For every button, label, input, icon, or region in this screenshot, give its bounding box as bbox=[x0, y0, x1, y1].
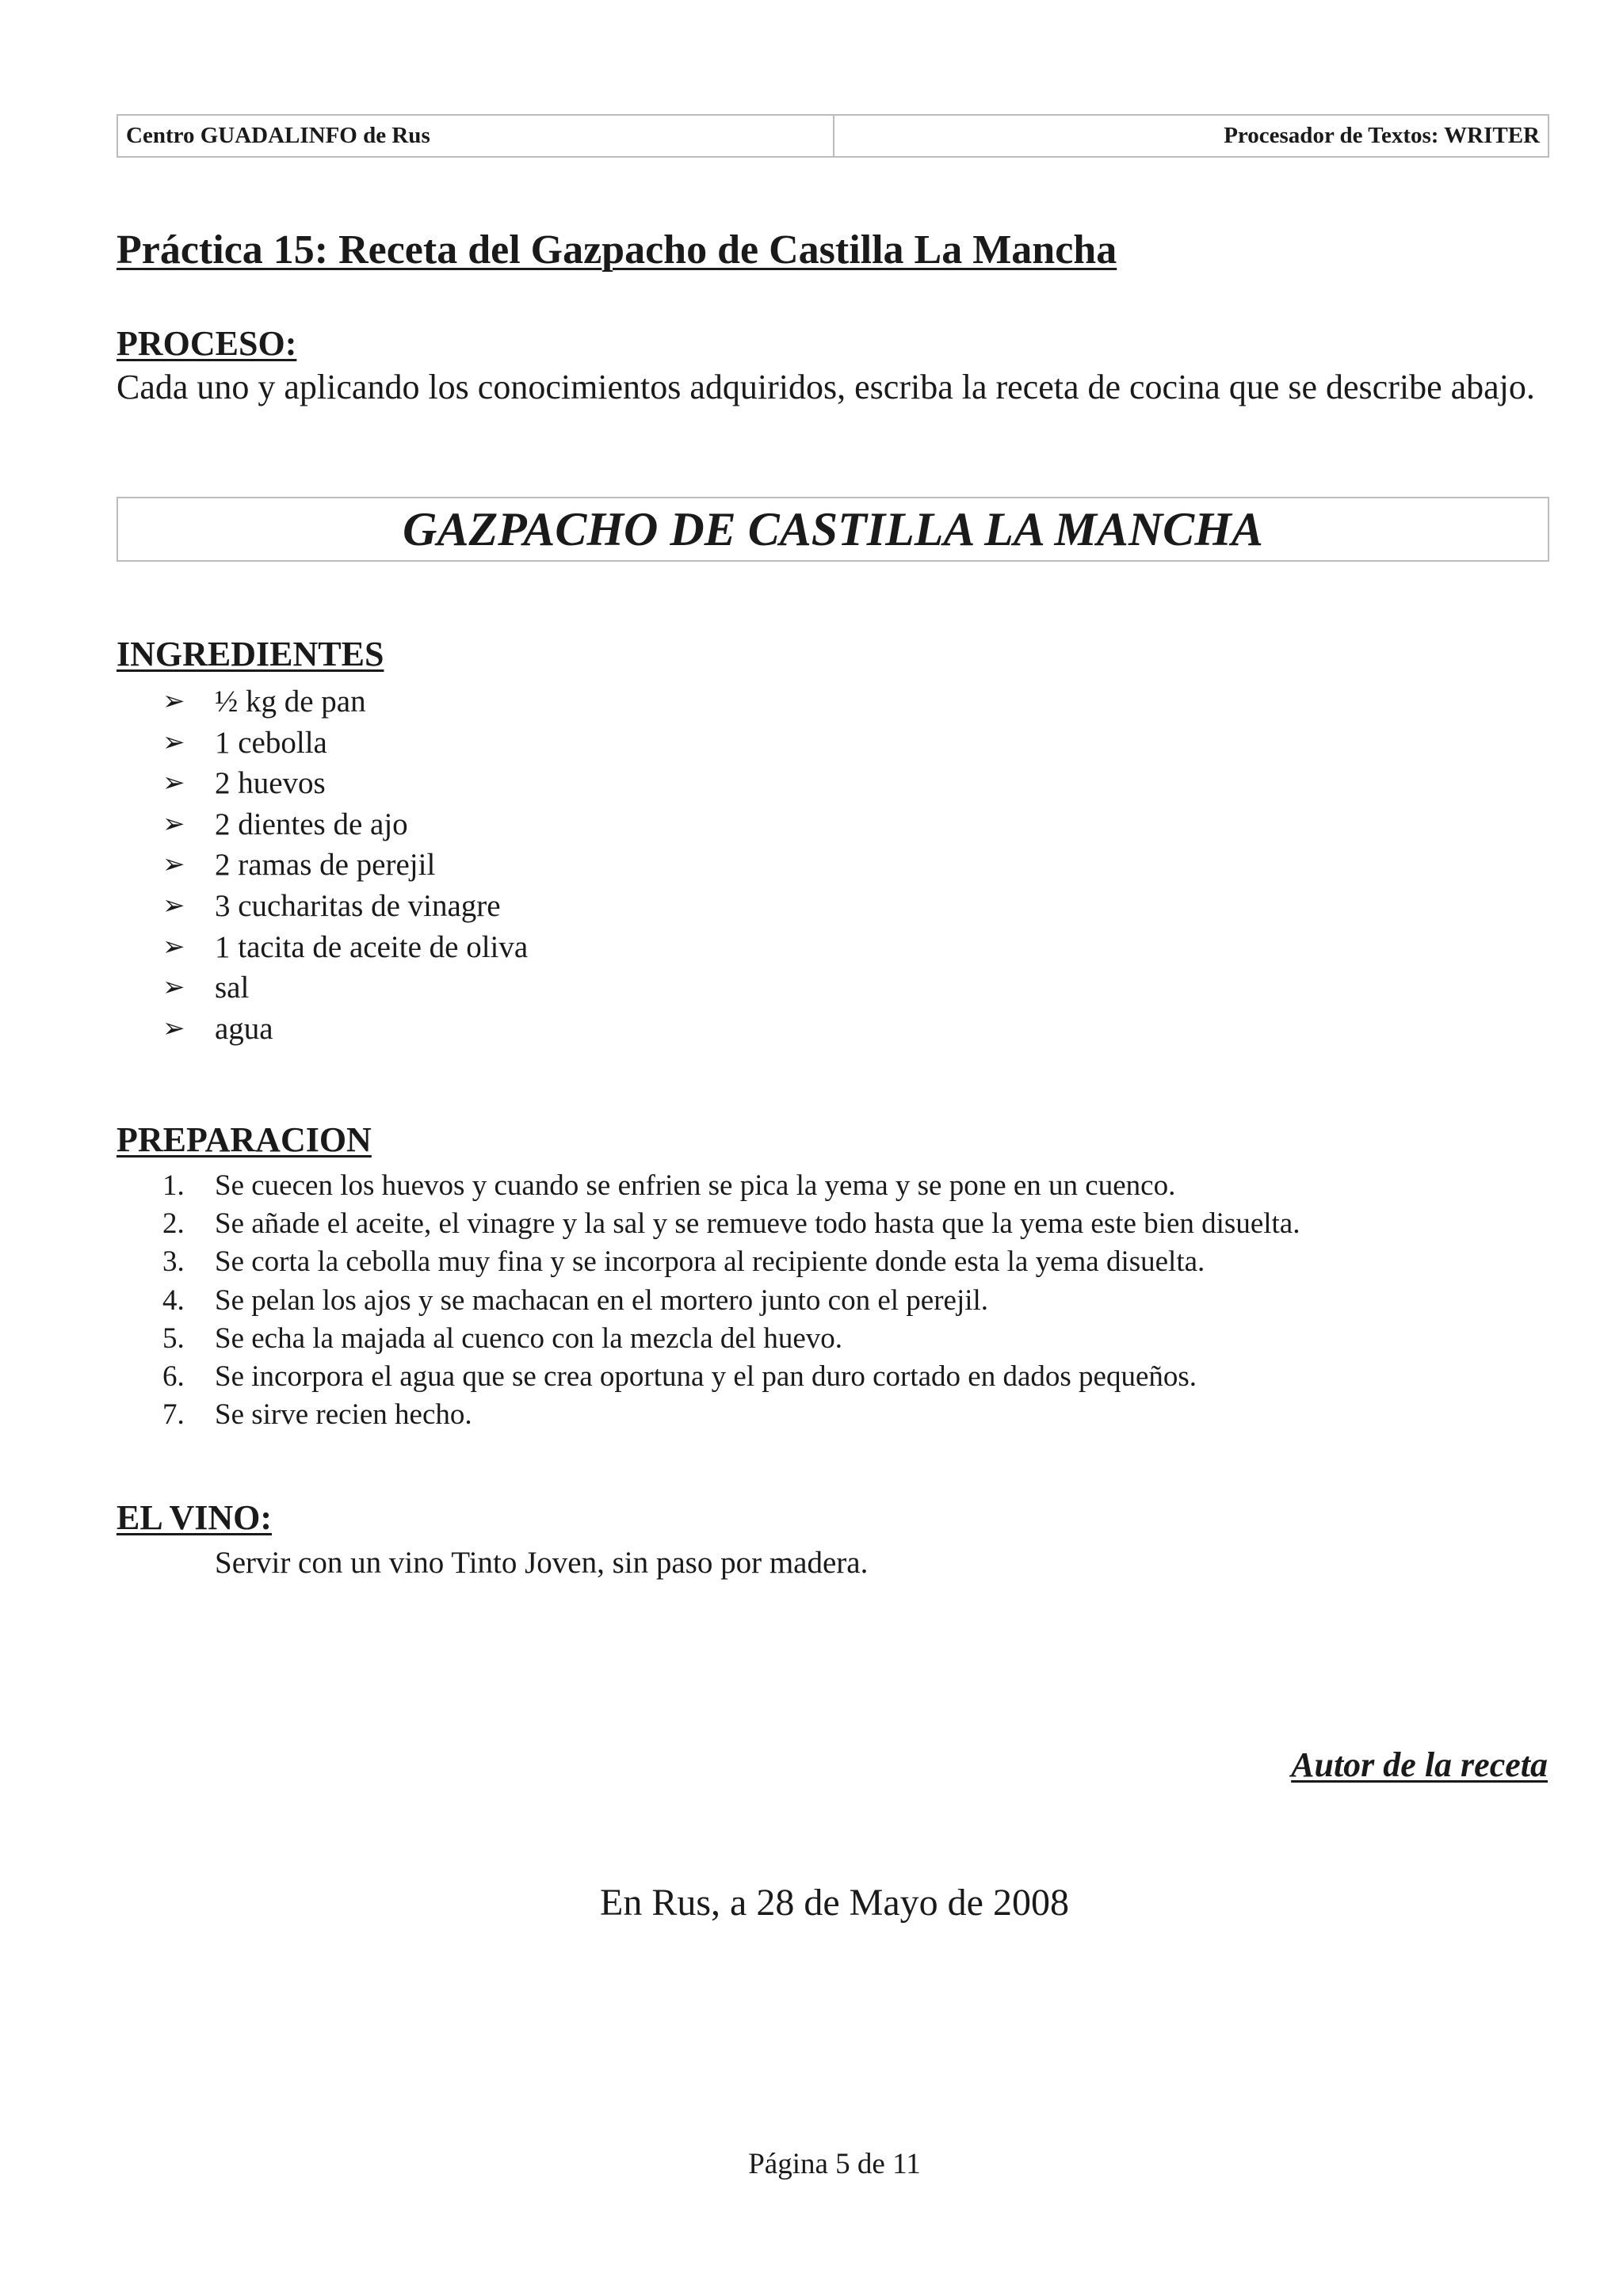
wine-text: Servir con un vino Tinto Joven, sin paso por madera. bbox=[215, 1546, 869, 1580]
step-text: Se añade el aceite, el vinagre y la sal y se remueve todo hasta que la yema este bien disuelta. bbox=[215, 1207, 1300, 1241]
ingredient-text: sal bbox=[215, 971, 250, 1005]
step-text: Se corta la cebolla muy fina y se incorpora al recipiente donde esta la yema disuelta. bbox=[215, 1245, 1205, 1279]
step-number: 7. bbox=[162, 1398, 185, 1432]
page-title: Práctica 15: Receta del Gazpacho de Castilla La Mancha bbox=[116, 227, 1117, 273]
recipe-title-box bbox=[116, 497, 1549, 562]
step-text: Se echa la majada al cuenco con la mezcla del huevo. bbox=[215, 1322, 843, 1355]
arrow-bullet-icon: ➢ bbox=[162, 849, 185, 881]
step-number: 3. bbox=[162, 1245, 185, 1279]
ingredient-text: 1 tacita de aceite de oliva bbox=[215, 929, 529, 964]
proceso-text: Cada uno y aplicando los conocimientos adquiridos, escriba la receta de cocina que se describe abajo. bbox=[116, 368, 1535, 406]
list-item bbox=[162, 967, 528, 1009]
ingredient-text: 2 ramas de perejil bbox=[215, 848, 436, 883]
proceso-heading: PROCESO: bbox=[116, 324, 297, 363]
step-number: 2. bbox=[162, 1207, 185, 1241]
list-item bbox=[162, 1358, 1300, 1396]
arrow-bullet-icon: ➢ bbox=[162, 807, 185, 840]
list-item bbox=[162, 1243, 1300, 1281]
step-number: 6. bbox=[162, 1360, 185, 1393]
preparation-list bbox=[162, 1167, 1300, 1434]
wine-heading: EL VINO: bbox=[116, 1498, 273, 1537]
header-left-cell: Centro GUADALINFO de Rus bbox=[118, 116, 834, 156]
ingredient-text: 3 cucharitas de vinagre bbox=[215, 888, 501, 923]
ingredients-heading: INGREDIENTES bbox=[116, 635, 384, 673]
list-item bbox=[162, 845, 528, 886]
ingredient-text: agua bbox=[215, 1011, 273, 1046]
ingredient-text: 2 huevos bbox=[215, 766, 326, 801]
list-item bbox=[162, 1205, 1300, 1243]
list-item bbox=[162, 1396, 1300, 1434]
arrow-bullet-icon: ➢ bbox=[162, 767, 185, 799]
step-text: Se incorpora el agua que se crea oportuna y el pan duro cortado en dados pequeños. bbox=[215, 1360, 1197, 1393]
list-item bbox=[162, 1167, 1300, 1205]
step-number: 4. bbox=[162, 1283, 185, 1317]
list-item bbox=[162, 1282, 1300, 1320]
arrow-bullet-icon: ➢ bbox=[162, 726, 185, 758]
recipe-title: GAZPACHO DE CASTILLA LA MANCHA bbox=[403, 502, 1263, 555]
ingredients-list bbox=[162, 681, 528, 1049]
step-number: 1. bbox=[162, 1169, 185, 1202]
preparation-heading: PREPARACION bbox=[116, 1120, 372, 1159]
list-item bbox=[162, 763, 528, 804]
step-text: Se cuecen los huevos y cuando se enfrien se pica la yema y se pone en un cuenco. bbox=[215, 1169, 1176, 1202]
list-item bbox=[162, 1009, 528, 1050]
list-item bbox=[162, 1320, 1300, 1358]
arrow-bullet-icon: ➢ bbox=[162, 1012, 185, 1044]
step-text: Se pelan los ajos y se machacan en el mortero junto con el perejil. bbox=[215, 1283, 989, 1317]
page-header bbox=[116, 114, 1549, 158]
page-number: Página 5 de 11 bbox=[748, 2148, 921, 2180]
ingredient-text: 2 dientes de ajo bbox=[215, 807, 408, 841]
author-signature: Autor de la receta bbox=[1291, 1745, 1548, 1784]
arrow-bullet-icon: ➢ bbox=[162, 889, 185, 921]
step-number: 5. bbox=[162, 1322, 185, 1355]
list-item bbox=[162, 804, 528, 845]
place-date: En Rus, a 28 de Mayo de 2008 bbox=[600, 1882, 1069, 1924]
step-text: Se sirve recien hecho. bbox=[215, 1398, 472, 1432]
list-item bbox=[162, 723, 528, 764]
ingredient-text: ½ kg de pan bbox=[215, 685, 366, 719]
list-item bbox=[162, 927, 528, 968]
arrow-bullet-icon: ➢ bbox=[162, 685, 185, 717]
ingredient-text: 1 cebolla bbox=[215, 725, 327, 760]
arrow-bullet-icon: ➢ bbox=[162, 971, 185, 1004]
list-item bbox=[162, 681, 528, 723]
list-item bbox=[162, 886, 528, 927]
header-right-cell: Procesador de Textos: WRITER bbox=[1224, 123, 1540, 148]
arrow-bullet-icon: ➢ bbox=[162, 930, 185, 963]
